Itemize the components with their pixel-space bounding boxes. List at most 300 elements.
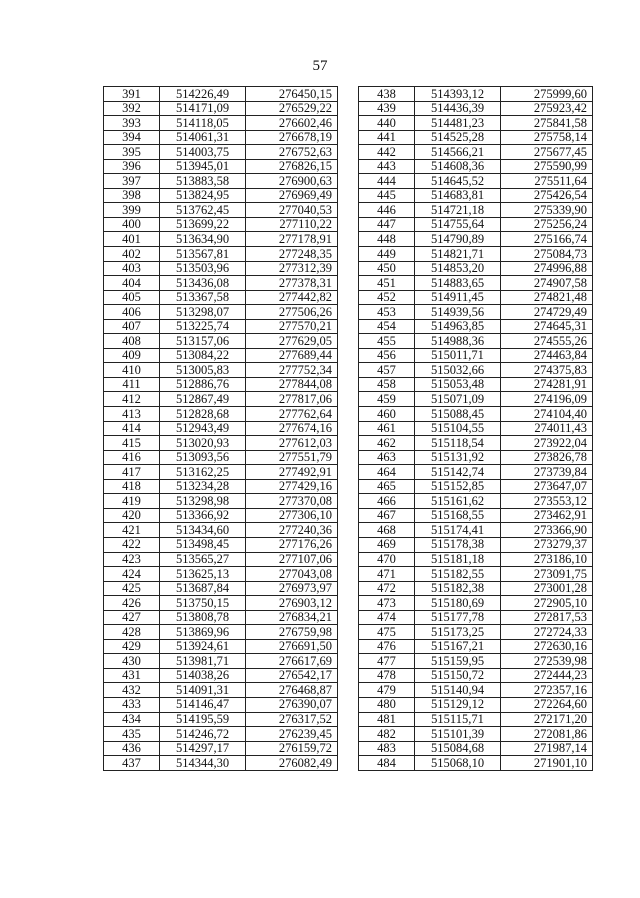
x-coordinate-cell: 514061,31 [160, 130, 246, 145]
point-number-cell: 441 [359, 130, 415, 145]
x-coordinate-cell: 513298,98 [160, 494, 246, 509]
table-row [359, 101, 593, 116]
x-coordinate-cell: 514853,20 [415, 261, 501, 276]
x-coordinate-cell: 514481,23 [415, 116, 501, 131]
point-number-cell: 396 [104, 159, 160, 174]
table-row [104, 727, 338, 742]
table-row [104, 712, 338, 727]
point-number-cell: 450 [359, 261, 415, 276]
y-coordinate-cell: 272630,16 [501, 639, 593, 654]
y-coordinate-cell: 275999,60 [501, 87, 593, 102]
table-row [359, 450, 593, 465]
y-coordinate-cell: 274011,43 [501, 421, 593, 436]
table-row [359, 479, 593, 494]
table-row [104, 188, 338, 203]
y-coordinate-cell: 274821,48 [501, 290, 593, 305]
point-number-cell: 429 [104, 639, 160, 654]
x-coordinate-cell: 513634,90 [160, 232, 246, 247]
x-coordinate-cell: 513824,95 [160, 188, 246, 203]
table-row [359, 116, 593, 131]
table-row [359, 465, 593, 480]
table-row [104, 116, 338, 131]
point-number-cell: 407 [104, 319, 160, 334]
y-coordinate-cell: 273647,07 [501, 479, 593, 494]
y-coordinate-cell: 276834,21 [246, 610, 338, 625]
point-number-cell: 416 [104, 450, 160, 465]
point-number-cell: 414 [104, 421, 160, 436]
x-coordinate-cell: 513981,71 [160, 654, 246, 669]
table-row [104, 436, 338, 451]
x-coordinate-cell: 514683,81 [415, 188, 501, 203]
y-coordinate-cell: 277629,05 [246, 334, 338, 349]
y-coordinate-cell: 275923,42 [501, 101, 593, 116]
table-row [104, 130, 338, 145]
x-coordinate-cell: 513162,25 [160, 465, 246, 480]
x-coordinate-cell: 513750,15 [160, 596, 246, 611]
x-coordinate-cell: 514436,39 [415, 101, 501, 116]
table-row [359, 596, 593, 611]
table-row [104, 319, 338, 334]
point-number-cell: 470 [359, 552, 415, 567]
point-number-cell: 402 [104, 247, 160, 262]
point-number-cell: 446 [359, 203, 415, 218]
y-coordinate-cell: 277492,91 [246, 465, 338, 480]
table-row [359, 188, 593, 203]
table-row [359, 334, 593, 349]
y-coordinate-cell: 275084,73 [501, 247, 593, 262]
y-coordinate-cell: 273001,28 [501, 581, 593, 596]
y-coordinate-cell: 277370,08 [246, 494, 338, 509]
x-coordinate-cell: 514608,36 [415, 159, 501, 174]
table-row [104, 683, 338, 698]
y-coordinate-cell: 271987,14 [501, 741, 593, 756]
x-coordinate-cell: 514790,89 [415, 232, 501, 247]
x-coordinate-cell: 514091,31 [160, 683, 246, 698]
point-number-cell: 453 [359, 305, 415, 320]
x-coordinate-cell: 515161,62 [415, 494, 501, 509]
point-number-cell: 398 [104, 188, 160, 203]
x-coordinate-cell: 515053,48 [415, 377, 501, 392]
x-coordinate-cell: 515118,54 [415, 436, 501, 451]
table-row [359, 494, 593, 509]
x-coordinate-cell: 515182,38 [415, 581, 501, 596]
table-row [359, 668, 593, 683]
point-number-cell: 431 [104, 668, 160, 683]
point-number-cell: 406 [104, 305, 160, 320]
y-coordinate-cell: 277429,16 [246, 479, 338, 494]
point-number-cell: 393 [104, 116, 160, 131]
table-row [104, 523, 338, 538]
y-coordinate-cell: 277674,16 [246, 421, 338, 436]
point-number-cell: 459 [359, 392, 415, 407]
y-coordinate-cell: 274555,26 [501, 334, 593, 349]
y-coordinate-cell: 272724,33 [501, 625, 593, 640]
table-row [359, 232, 593, 247]
x-coordinate-cell: 514393,12 [415, 87, 501, 102]
x-coordinate-cell: 515167,21 [415, 639, 501, 654]
point-number-cell: 449 [359, 247, 415, 262]
point-number-cell: 452 [359, 290, 415, 305]
x-coordinate-cell: 514171,09 [160, 101, 246, 116]
y-coordinate-cell: 274907,58 [501, 276, 593, 291]
table-row [104, 697, 338, 712]
point-number-cell: 472 [359, 581, 415, 596]
point-number-cell: 417 [104, 465, 160, 480]
point-number-cell: 419 [104, 494, 160, 509]
point-number-cell: 458 [359, 377, 415, 392]
x-coordinate-cell: 514297,17 [160, 741, 246, 756]
x-coordinate-cell: 514525,28 [415, 130, 501, 145]
point-number-cell: 399 [104, 203, 160, 218]
point-number-cell: 410 [104, 363, 160, 378]
y-coordinate-cell: 277107,06 [246, 552, 338, 567]
point-number-cell: 428 [104, 625, 160, 640]
point-number-cell: 425 [104, 581, 160, 596]
x-coordinate-cell: 514246,72 [160, 727, 246, 742]
x-coordinate-cell: 513093,56 [160, 450, 246, 465]
x-coordinate-cell: 513434,60 [160, 523, 246, 538]
table-row [359, 305, 593, 320]
x-coordinate-cell: 515177,78 [415, 610, 501, 625]
table-row [104, 232, 338, 247]
point-number-cell: 420 [104, 508, 160, 523]
y-coordinate-cell: 274375,83 [501, 363, 593, 378]
x-coordinate-cell: 515071,09 [415, 392, 501, 407]
y-coordinate-cell: 277762,64 [246, 407, 338, 422]
point-number-cell: 422 [104, 537, 160, 552]
point-number-cell: 467 [359, 508, 415, 523]
point-number-cell: 434 [104, 712, 160, 727]
table-row [359, 319, 593, 334]
table-row [104, 581, 338, 596]
point-number-cell: 409 [104, 348, 160, 363]
point-number-cell: 461 [359, 421, 415, 436]
x-coordinate-cell: 514645,52 [415, 174, 501, 189]
table-row [359, 567, 593, 582]
x-coordinate-cell: 514883,65 [415, 276, 501, 291]
point-number-cell: 454 [359, 319, 415, 334]
page-number: 57 [312, 58, 328, 74]
table-row [104, 348, 338, 363]
point-number-cell: 477 [359, 654, 415, 669]
y-coordinate-cell: 273739,84 [501, 465, 593, 480]
y-coordinate-cell: 276159,72 [246, 741, 338, 756]
y-coordinate-cell: 277176,26 [246, 537, 338, 552]
y-coordinate-cell: 276082,49 [246, 756, 338, 771]
x-coordinate-cell: 515084,68 [415, 741, 501, 756]
x-coordinate-cell: 514226,49 [160, 87, 246, 102]
point-number-cell: 418 [104, 479, 160, 494]
table-row [359, 276, 593, 291]
point-number-cell: 456 [359, 348, 415, 363]
y-coordinate-cell: 276969,49 [246, 188, 338, 203]
table-row [104, 363, 338, 378]
y-coordinate-cell: 273553,12 [501, 494, 593, 509]
table-row [104, 203, 338, 218]
table-row [359, 290, 593, 305]
point-number-cell: 448 [359, 232, 415, 247]
x-coordinate-cell: 515159,95 [415, 654, 501, 669]
y-coordinate-cell: 276678,19 [246, 130, 338, 145]
x-coordinate-cell: 513883,58 [160, 174, 246, 189]
table-row [104, 508, 338, 523]
point-number-cell: 482 [359, 727, 415, 742]
point-number-cell: 447 [359, 217, 415, 232]
x-coordinate-cell: 513498,45 [160, 537, 246, 552]
point-number-cell: 473 [359, 596, 415, 611]
x-coordinate-cell: 513234,28 [160, 479, 246, 494]
x-coordinate-cell: 514118,05 [160, 116, 246, 131]
x-coordinate-cell: 513625,13 [160, 567, 246, 582]
table-row [104, 276, 338, 291]
y-coordinate-cell: 272357,16 [501, 683, 593, 698]
y-coordinate-cell: 275758,14 [501, 130, 593, 145]
y-coordinate-cell: 273826,78 [501, 450, 593, 465]
point-number-cell: 423 [104, 552, 160, 567]
x-coordinate-cell: 515142,74 [415, 465, 501, 480]
table-row [359, 683, 593, 698]
table-row [359, 552, 593, 567]
x-coordinate-cell: 513157,06 [160, 334, 246, 349]
x-coordinate-cell: 515152,85 [415, 479, 501, 494]
point-number-cell: 445 [359, 188, 415, 203]
y-coordinate-cell: 277817,06 [246, 392, 338, 407]
y-coordinate-cell: 276602,46 [246, 116, 338, 131]
x-coordinate-cell: 513020,93 [160, 436, 246, 451]
table-row [104, 145, 338, 160]
x-coordinate-cell: 513945,01 [160, 159, 246, 174]
point-number-cell: 484 [359, 756, 415, 771]
y-coordinate-cell: 277306,10 [246, 508, 338, 523]
table-row [359, 523, 593, 538]
table-row [104, 668, 338, 683]
x-coordinate-cell: 514939,56 [415, 305, 501, 320]
x-coordinate-cell: 514755,64 [415, 217, 501, 232]
table-row [359, 756, 593, 771]
table-row [104, 610, 338, 625]
y-coordinate-cell: 276900,63 [246, 174, 338, 189]
point-number-cell: 464 [359, 465, 415, 480]
point-number-cell: 442 [359, 145, 415, 160]
y-coordinate-cell: 277178,91 [246, 232, 338, 247]
y-coordinate-cell: 273922,04 [501, 436, 593, 451]
point-number-cell: 401 [104, 232, 160, 247]
x-coordinate-cell: 515173,25 [415, 625, 501, 640]
x-coordinate-cell: 515101,39 [415, 727, 501, 742]
point-number-cell: 397 [104, 174, 160, 189]
coordinates-table-right [358, 86, 593, 771]
y-coordinate-cell: 277312,39 [246, 261, 338, 276]
table-row [104, 334, 338, 349]
x-coordinate-cell: 515182,55 [415, 567, 501, 582]
x-coordinate-cell: 515011,71 [415, 348, 501, 363]
table-row [359, 610, 593, 625]
table-row [359, 377, 593, 392]
point-number-cell: 430 [104, 654, 160, 669]
x-coordinate-cell: 514566,21 [415, 145, 501, 160]
table-row [104, 101, 338, 116]
point-number-cell: 463 [359, 450, 415, 465]
point-number-cell: 440 [359, 116, 415, 131]
coordinates-table-right-body [359, 87, 593, 771]
x-coordinate-cell: 513225,74 [160, 319, 246, 334]
point-number-cell: 475 [359, 625, 415, 640]
x-coordinate-cell: 515174,41 [415, 523, 501, 538]
table-row [104, 261, 338, 276]
table-row [359, 174, 593, 189]
y-coordinate-cell: 277248,35 [246, 247, 338, 262]
x-coordinate-cell: 514195,59 [160, 712, 246, 727]
x-coordinate-cell: 515129,12 [415, 697, 501, 712]
y-coordinate-cell: 274463,84 [501, 348, 593, 363]
x-coordinate-cell: 515068,10 [415, 756, 501, 771]
y-coordinate-cell: 272264,60 [501, 697, 593, 712]
y-coordinate-cell: 273091,75 [501, 567, 593, 582]
y-coordinate-cell: 276239,45 [246, 727, 338, 742]
table-row [359, 130, 593, 145]
point-number-cell: 432 [104, 683, 160, 698]
y-coordinate-cell: 275339,90 [501, 203, 593, 218]
x-coordinate-cell: 514038,26 [160, 668, 246, 683]
point-number-cell: 424 [104, 567, 160, 582]
x-coordinate-cell: 513005,83 [160, 363, 246, 378]
x-coordinate-cell: 513436,08 [160, 276, 246, 291]
x-coordinate-cell: 513869,96 [160, 625, 246, 640]
x-coordinate-cell: 513565,27 [160, 552, 246, 567]
y-coordinate-cell: 273279,37 [501, 537, 593, 552]
point-number-cell: 426 [104, 596, 160, 611]
y-coordinate-cell: 273366,90 [501, 523, 593, 538]
x-coordinate-cell: 515104,55 [415, 421, 501, 436]
point-number-cell: 415 [104, 436, 160, 451]
x-coordinate-cell: 512867,49 [160, 392, 246, 407]
table-row [104, 421, 338, 436]
table-row [104, 625, 338, 640]
table-row [104, 450, 338, 465]
table-row [359, 348, 593, 363]
y-coordinate-cell: 276752,63 [246, 145, 338, 160]
table-row [104, 596, 338, 611]
x-coordinate-cell: 514721,18 [415, 203, 501, 218]
table-row [359, 581, 593, 596]
table-row [104, 159, 338, 174]
table-row [359, 697, 593, 712]
table-row [104, 567, 338, 582]
x-coordinate-cell: 515032,66 [415, 363, 501, 378]
table-row [359, 639, 593, 654]
table-row [104, 407, 338, 422]
y-coordinate-cell: 275166,74 [501, 232, 593, 247]
y-coordinate-cell: 272817,53 [501, 610, 593, 625]
x-coordinate-cell: 513762,45 [160, 203, 246, 218]
point-number-cell: 400 [104, 217, 160, 232]
point-number-cell: 412 [104, 392, 160, 407]
x-coordinate-cell: 513699,22 [160, 217, 246, 232]
table-row [359, 145, 593, 160]
point-number-cell: 439 [359, 101, 415, 116]
table-row [359, 712, 593, 727]
y-coordinate-cell: 276826,15 [246, 159, 338, 174]
table-row [104, 552, 338, 567]
point-number-cell: 483 [359, 741, 415, 756]
table-row [359, 261, 593, 276]
y-coordinate-cell: 277752,34 [246, 363, 338, 378]
x-coordinate-cell: 513687,84 [160, 581, 246, 596]
table-row [104, 247, 338, 262]
table-row [104, 305, 338, 320]
point-number-cell: 468 [359, 523, 415, 538]
point-number-cell: 444 [359, 174, 415, 189]
point-number-cell: 462 [359, 436, 415, 451]
y-coordinate-cell: 276691,50 [246, 639, 338, 654]
y-coordinate-cell: 271901,10 [501, 756, 593, 771]
point-number-cell: 443 [359, 159, 415, 174]
y-coordinate-cell: 274729,49 [501, 305, 593, 320]
table-row [104, 174, 338, 189]
table-row [104, 392, 338, 407]
table-row [104, 639, 338, 654]
y-coordinate-cell: 275841,58 [501, 116, 593, 131]
coordinates-table-left-body [104, 87, 338, 771]
point-number-cell: 403 [104, 261, 160, 276]
table-row [359, 508, 593, 523]
point-number-cell: 427 [104, 610, 160, 625]
point-number-cell: 460 [359, 407, 415, 422]
x-coordinate-cell: 514821,71 [415, 247, 501, 262]
point-number-cell: 437 [104, 756, 160, 771]
point-number-cell: 391 [104, 87, 160, 102]
x-coordinate-cell: 515115,71 [415, 712, 501, 727]
point-number-cell: 405 [104, 290, 160, 305]
y-coordinate-cell: 277844,08 [246, 377, 338, 392]
table-row [359, 625, 593, 640]
table-row [359, 407, 593, 422]
point-number-cell: 392 [104, 101, 160, 116]
y-coordinate-cell: 275256,24 [501, 217, 593, 232]
x-coordinate-cell: 515150,72 [415, 668, 501, 683]
x-coordinate-cell: 513367,58 [160, 290, 246, 305]
point-number-cell: 395 [104, 145, 160, 160]
point-number-cell: 478 [359, 668, 415, 683]
y-coordinate-cell: 274196,09 [501, 392, 593, 407]
table-row [104, 465, 338, 480]
point-number-cell: 465 [359, 479, 415, 494]
table-row [359, 87, 593, 102]
y-coordinate-cell: 274104,40 [501, 407, 593, 422]
table-row [104, 756, 338, 771]
y-coordinate-cell: 277506,26 [246, 305, 338, 320]
y-coordinate-cell: 276529,22 [246, 101, 338, 116]
y-coordinate-cell: 272905,10 [501, 596, 593, 611]
x-coordinate-cell: 514963,85 [415, 319, 501, 334]
y-coordinate-cell: 276759,98 [246, 625, 338, 640]
table-row [104, 654, 338, 669]
point-number-cell: 466 [359, 494, 415, 509]
y-coordinate-cell: 276390,07 [246, 697, 338, 712]
x-coordinate-cell: 513298,07 [160, 305, 246, 320]
point-number-cell: 481 [359, 712, 415, 727]
x-coordinate-cell: 514146,47 [160, 697, 246, 712]
table-row [104, 87, 338, 102]
point-number-cell: 436 [104, 741, 160, 756]
x-coordinate-cell: 513084,22 [160, 348, 246, 363]
point-number-cell: 411 [104, 377, 160, 392]
point-number-cell: 394 [104, 130, 160, 145]
point-number-cell: 479 [359, 683, 415, 698]
point-number-cell: 421 [104, 523, 160, 538]
point-number-cell: 457 [359, 363, 415, 378]
y-coordinate-cell: 277442,82 [246, 290, 338, 305]
